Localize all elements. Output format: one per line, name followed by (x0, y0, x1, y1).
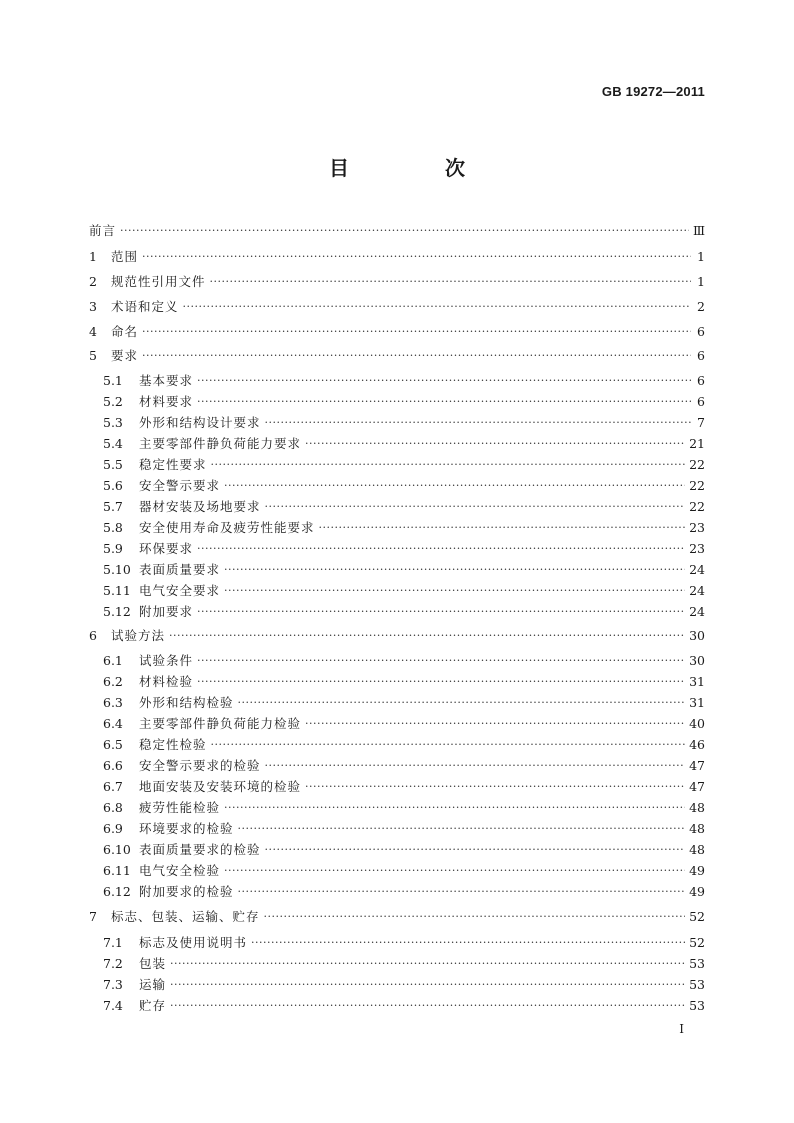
toc-entry[interactable] (103, 974, 705, 995)
toc-entry-title: 附加要求 (139, 604, 194, 619)
toc-entry[interactable] (103, 797, 705, 818)
toc-leader-dots (305, 433, 685, 454)
toc-entry-title: 外形和结构检验 (139, 695, 234, 710)
toc-entry[interactable] (89, 906, 705, 927)
toc-entry-title: 标志、包装、运输、贮存 (111, 909, 260, 924)
toc-entry-title: 命名 (111, 324, 139, 339)
toc-leader-dots (224, 559, 685, 580)
toc-entry-page: 48 (689, 800, 705, 815)
toc-entry-number: 5.12 (103, 604, 131, 619)
toc-entry-page: 22 (689, 499, 705, 514)
toc-entry-number: 5.4 (103, 436, 123, 451)
toc-entry[interactable] (89, 271, 705, 292)
toc-entry-page: 53 (689, 998, 705, 1013)
toc-entry-number: 6.6 (103, 758, 123, 773)
toc-entry[interactable] (103, 839, 705, 860)
toc-entry-page: 23 (689, 520, 705, 535)
toc-entry-number: 5.5 (103, 457, 123, 472)
toc-entry-page: 49 (689, 863, 705, 878)
toc-entry-title: 稳定性检验 (139, 737, 207, 752)
toc-entry-number: 6.5 (103, 737, 123, 752)
toc-entry-page: 48 (689, 842, 705, 857)
toc-entry-title: 材料要求 (139, 394, 194, 409)
toc-entry[interactable] (103, 713, 705, 734)
toc-entry-number: 7.3 (103, 977, 123, 992)
toc-entry-title: 前言 (89, 223, 117, 238)
toc-entry-number: 5.9 (103, 541, 123, 556)
toc-entry-title: 安全警示要求的检验 (139, 758, 261, 773)
toc-entry[interactable] (89, 321, 705, 342)
toc-entry-title: 表面质量要求的检验 (139, 842, 261, 857)
toc-entry[interactable] (103, 776, 705, 797)
toc-entry-title: 标志及使用说明书 (139, 935, 248, 950)
toc-entry-number: 6.11 (103, 863, 131, 878)
toc-entry-page: 31 (689, 674, 705, 689)
toc-leader-dots (224, 860, 685, 881)
toc-entry[interactable] (103, 433, 705, 454)
toc-leader-dots (211, 454, 686, 475)
toc-entry-page: 53 (689, 977, 705, 992)
toc-leader-dots (319, 517, 686, 538)
toc-entry-title: 电气安全检验 (139, 863, 221, 878)
toc-entry-title: 疲劳性能检验 (139, 800, 221, 815)
toc-entry-page: 52 (689, 909, 705, 924)
toc-leader-dots (224, 475, 685, 496)
toc-leader-dots (210, 271, 691, 292)
toc-entry-page: 47 (689, 758, 705, 773)
toc-entry-title: 器材安装及场地要求 (139, 499, 261, 514)
toc-leader-dots (264, 906, 686, 927)
page-number: I (679, 1022, 684, 1036)
toc-entry-page: Ⅲ (692, 223, 705, 238)
toc-entry-title: 运输 (139, 977, 167, 992)
toc-leader-dots (197, 538, 685, 559)
toc-entry-number: 6.10 (103, 842, 131, 857)
toc-entry-title: 安全使用寿命及疲劳性能要求 (139, 520, 315, 535)
toc-entry-page: 24 (689, 583, 705, 598)
toc-entry-page: 1 (697, 274, 705, 289)
toc-leader-dots (224, 797, 685, 818)
toc-entry-title: 要求 (111, 348, 139, 363)
toc-leader-dots (197, 650, 685, 671)
toc-entry-number: 1 (89, 249, 97, 264)
toc-entry[interactable] (103, 370, 705, 391)
toc-entry[interactable] (103, 517, 705, 538)
toc-entry[interactable] (103, 818, 705, 839)
toc-entry-title: 地面安装及安装环境的检验 (139, 779, 302, 794)
toc-entry-number: 3 (89, 299, 97, 314)
toc-entry[interactable] (103, 692, 705, 713)
toc-entry-title: 材料检验 (139, 674, 194, 689)
toc-leader-dots (238, 692, 686, 713)
toc-entry[interactable] (103, 391, 705, 412)
toc-entry-title: 规范性引用文件 (111, 274, 206, 289)
toc-leader-dots (197, 391, 691, 412)
toc-entry[interactable] (89, 246, 705, 267)
toc-entry[interactable] (103, 650, 705, 671)
toc-entry-number: 7.1 (103, 935, 123, 950)
toc-entry[interactable] (103, 601, 705, 622)
toc-entry-title: 环境要求的检验 (139, 821, 234, 836)
toc-entry[interactable] (103, 734, 705, 755)
toc-leader-dots (305, 713, 685, 734)
toc-entry-page: 6 (697, 324, 705, 339)
toc-entry-title: 主要零部件静负荷能力要求 (139, 436, 302, 451)
toc-entry-page: 6 (697, 348, 705, 363)
toc-entry-page: 2 (697, 299, 705, 314)
toc-entry[interactable] (103, 559, 705, 580)
toc-leader-dots (197, 370, 691, 391)
toc-leader-dots (224, 580, 685, 601)
toc-entry-title: 表面质量要求 (139, 562, 221, 577)
toc-entry-page: 22 (689, 478, 705, 493)
toc-leader-dots (169, 625, 685, 646)
toc-entry-title: 试验条件 (139, 653, 194, 668)
toc-leader-dots (238, 881, 686, 902)
toc-entry-number: 6.9 (103, 821, 123, 836)
toc-leader-dots (197, 601, 685, 622)
toc-entry[interactable] (103, 755, 705, 776)
toc-leader-dots (305, 776, 685, 797)
toc-entry-number: 5.8 (103, 520, 123, 535)
toc-entry-title: 主要零部件静负荷能力检验 (139, 716, 302, 731)
toc-leader-dots (170, 974, 685, 995)
toc-leader-dots (238, 818, 686, 839)
toc-entry-page: 40 (689, 716, 705, 731)
toc-entry[interactable] (103, 860, 705, 881)
toc-entry-number: 7 (89, 909, 97, 924)
toc-entry-title: 贮存 (139, 998, 167, 1013)
toc-entry-number: 6.3 (103, 695, 123, 710)
toc-leader-dots (265, 412, 691, 433)
toc-leader-dots (265, 496, 686, 517)
toc-entry-page: 31 (689, 695, 705, 710)
toc-entry-number: 6.8 (103, 800, 123, 815)
toc-entry-title: 附加要求的检验 (139, 884, 234, 899)
toc-entry-title: 基本要求 (139, 373, 194, 388)
toc-entry-page: 6 (697, 373, 705, 388)
toc-entry-page: 48 (689, 821, 705, 836)
toc-entry-number: 7.4 (103, 998, 123, 1013)
toc-leader-dots (211, 734, 686, 755)
toc-leader-dots (170, 953, 685, 974)
toc-entry-number: 6.7 (103, 779, 123, 794)
toc-entry-page: 53 (689, 956, 705, 971)
toc-leader-dots (197, 671, 685, 692)
toc-entry-number: 5.11 (103, 583, 131, 598)
toc-leader-dots (265, 839, 686, 860)
toc-entry[interactable] (89, 625, 705, 646)
toc-entry-page: 52 (689, 935, 705, 950)
toc-entry[interactable] (103, 496, 705, 517)
toc-entry-title: 范围 (111, 249, 139, 264)
toc-entry-title: 环保要求 (139, 541, 194, 556)
toc-entry-page: 30 (689, 653, 705, 668)
toc-entry-number: 6 (89, 628, 97, 643)
toc-entry-number: 6.4 (103, 716, 123, 731)
page-title: 目 次 (329, 156, 503, 180)
toc-leader-dots (142, 345, 691, 366)
toc-entry-title: 包装 (139, 956, 167, 971)
toc-entry[interactable] (103, 932, 705, 953)
toc-entry-number: 6.12 (103, 884, 131, 899)
toc-entry-number: 5.2 (103, 394, 123, 409)
toc-leader-dots (265, 755, 686, 776)
toc-entry[interactable] (103, 995, 705, 1016)
toc-entry[interactable] (103, 454, 705, 475)
toc-entry[interactable] (103, 953, 705, 974)
toc-entry-page: 24 (689, 562, 705, 577)
toc-entry[interactable] (103, 538, 705, 559)
toc-entry-number: 5 (89, 348, 97, 363)
toc-entry[interactable] (89, 345, 705, 366)
toc-entry-page: 30 (689, 628, 705, 643)
toc-entry-title: 稳定性要求 (139, 457, 207, 472)
toc-entry-title: 外形和结构设计要求 (139, 415, 261, 430)
toc-entry-number: 5.3 (103, 415, 123, 430)
toc-entry-page: 24 (689, 604, 705, 619)
toc-entry[interactable] (103, 475, 705, 496)
toc-entry[interactable] (103, 580, 705, 601)
toc-entry-page: 23 (689, 541, 705, 556)
toc-entry-number: 5.10 (103, 562, 131, 577)
toc-entry-title: 安全警示要求 (139, 478, 221, 493)
toc-entry-page: 22 (689, 457, 705, 472)
toc-entry-number: 4 (89, 324, 97, 339)
toc-leader-dots (170, 995, 685, 1016)
toc-entry-number: 7.2 (103, 956, 123, 971)
toc-leader-dots (142, 321, 691, 342)
toc-entry[interactable] (103, 671, 705, 692)
toc-entry-title: 电气安全要求 (139, 583, 221, 598)
toc-entry-page: 6 (697, 394, 705, 409)
toc-entry-title: 试验方法 (111, 628, 166, 643)
toc-entry[interactable] (103, 881, 705, 902)
toc-entry-number: 5.6 (103, 478, 123, 493)
toc-entry[interactable] (103, 412, 705, 433)
toc-entry[interactable] (89, 220, 705, 241)
toc-leader-dots (183, 296, 691, 317)
toc-leader-dots (251, 932, 685, 953)
toc-entry-page: 1 (697, 249, 705, 264)
toc-entry-page: 46 (689, 737, 705, 752)
toc-entry-number: 5.1 (103, 373, 123, 388)
toc-entry-page: 7 (697, 415, 705, 430)
toc-entry-number: 6.2 (103, 674, 123, 689)
toc-entry-page: 47 (689, 779, 705, 794)
toc-entry-page: 49 (689, 884, 705, 899)
toc-leader-dots (120, 220, 689, 241)
toc-entry-number: 5.7 (103, 499, 123, 514)
toc-leader-dots (142, 246, 691, 267)
standard-number: GB 19272—2011 (601, 84, 705, 99)
toc-entry-page: 21 (689, 436, 705, 451)
toc-entry[interactable] (89, 296, 705, 317)
toc-entry-title: 术语和定义 (111, 299, 179, 314)
toc-entry-number: 6.1 (103, 653, 123, 668)
toc-entry-number: 2 (89, 274, 97, 289)
